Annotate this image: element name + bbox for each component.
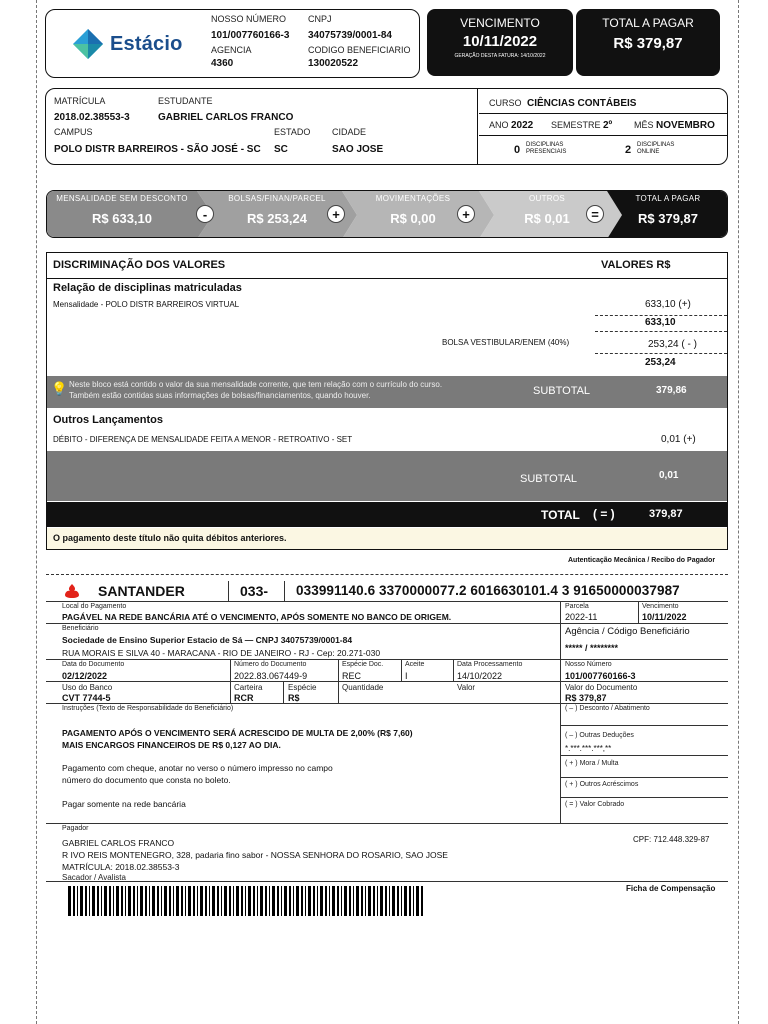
mora-label: ( + ) Mora / Multa [565, 760, 619, 767]
info-bulb-icon: 💡 [51, 381, 68, 396]
parcela-label: Parcela [565, 603, 589, 610]
cut-line-right [738, 0, 739, 1024]
summary-mov-label: MOVIMENTAÇÕES [375, 194, 451, 203]
summary-mensalidade [47, 191, 197, 237]
especie-value: R$ [288, 693, 300, 703]
data-processamento-label: Data Processamento [457, 661, 523, 668]
dash-2 [595, 331, 727, 332]
bolsa-label: BOLSA VESTIBULAR/ENEM (40%) [442, 338, 570, 347]
dash-1 [595, 315, 727, 316]
total-label: TOTAL A PAGAR [602, 16, 694, 30]
bank-code: 033- [240, 583, 269, 599]
mes-label: MÊS [634, 120, 654, 130]
mes-value: NOVEMBRO [656, 120, 715, 131]
valor-label: Valor [457, 683, 476, 692]
instrucoes-label: Instruções (Texto de Responsabilidade do Beneficiário) [62, 705, 234, 712]
student-right [479, 89, 727, 164]
summary-bar [46, 190, 728, 238]
summary-mov-value: R$ 0,00 [390, 211, 436, 226]
b-line-3 [46, 659, 728, 660]
deducoes-value: *.***.***.***,** [565, 744, 612, 753]
item-debito-value: 0,01 (+) [661, 434, 696, 445]
vencimento-date: 10/11/2022 [462, 33, 538, 50]
header-info-box [45, 9, 420, 78]
vencimento-b-label: Vencimento [642, 603, 679, 610]
vencimento-label: VENCIMENTO [460, 16, 540, 30]
carteira-value: RCR [234, 693, 254, 703]
beneficiario-address: RUA MORAIS E SILVA 40 - MARACANA - RIO DE JANEIRO - RJ - Cep: 20.271-030 [62, 648, 381, 658]
item-mensalidade-value: 633,10 (+) [645, 299, 691, 310]
bank-divider-2 [284, 581, 285, 601]
b-vline-right [560, 601, 561, 823]
section-outros: Outros Lançamentos [53, 414, 164, 426]
quantidade-label: Quantidade [342, 683, 384, 692]
total-band-value: 379,87 [649, 508, 683, 520]
b-vline-5 [283, 681, 284, 703]
summary-bolsas-value: R$ 253,24 [247, 211, 307, 226]
subtotal-1-value: 379,86 [656, 385, 687, 396]
cnpj-value: 34075739/0001-84 [308, 30, 392, 41]
especie-label: Espécie [288, 683, 317, 692]
linha-digitavel: 033991140.6 3370000077.2 6016630101.4 3 91650000037987 [296, 583, 680, 598]
disciplinas-online-label: DISCIPLINAS ONLINE [637, 142, 675, 155]
subtotal-2-label: SUBTOTAL [520, 473, 578, 485]
cobrado-label: ( = ) Valor Cobrado [565, 801, 625, 808]
disciplinas-presenciais-count: 0 [514, 144, 521, 156]
pagador-label: Pagador [62, 825, 89, 832]
cut-line-left [36, 0, 37, 1024]
disc-title-divider [47, 278, 727, 279]
total-value: R$ 379,87 [613, 35, 683, 52]
notice-text: O pagamento deste título não quita débitos anteriores. [53, 533, 287, 543]
item-mensalidade: Mensalidade - POLO DISTR BARREIROS VIRTUAL [53, 300, 240, 309]
agencia-codigo-label: Agência / Código Beneficiário [565, 626, 690, 637]
subtotal-1-label: SUBTOTAL [533, 385, 591, 397]
b-rline-1 [560, 725, 728, 726]
info-text-2: Também estão contidas suas informações de bolsas/financiamentos, quando houver. [69, 391, 371, 400]
semestre-value: 2º [603, 120, 613, 131]
curso-value: CIÊNCIAS CONTÁBEIS [527, 98, 637, 109]
barcode [68, 886, 426, 916]
sacador-label: Sacador / Avalista [62, 873, 126, 882]
pagador-address: R IVO REIS MONTENEGRO, 328, padaria fino sabor - NOSSA SENHORA DO ROSARIO, SAO JOSE [62, 850, 448, 860]
desconto-label: ( – ) Desconto / Abatimento [565, 705, 650, 712]
summary-outros-label: OUTROS [528, 194, 566, 203]
b-line-2 [46, 623, 728, 624]
item-debito: DÉBITO - DIFERENÇA DE MENSALIDADE FEITA A MENOR - RETROATIVO - SET [53, 435, 353, 444]
cut-dashes [46, 574, 728, 575]
bank-header [46, 581, 728, 601]
bank-name: SANTANDER [98, 583, 185, 599]
ficha-compensacao: Ficha de Compensação [626, 884, 716, 893]
subtotal-2-value: 0,01 [659, 470, 679, 481]
local-pagamento-value: PAGÁVEL NA REDE BANCÁRIA ATÉ O VENCIMENTO, APÓS SOMENTE NO BANCO DE ORIGEM. [62, 612, 452, 622]
agencia-value: 4360 [211, 58, 234, 69]
ano-value: 2022 [511, 120, 534, 131]
local-pagamento-label: Local do Pagamento [62, 603, 127, 610]
deducoes-label: ( – ) Outras Deduções [565, 732, 634, 739]
b-vline-parcela [638, 601, 639, 623]
b-line-7 [46, 881, 728, 882]
plus-operator-1: + [327, 205, 345, 223]
aceite-label: Aceite [405, 661, 425, 668]
autenticacao-label: Autenticação Mecânica / Recibo do Pagador [568, 557, 716, 564]
santander-flame-icon [64, 584, 80, 598]
summary-mensalidade-value: R$ 633,10 [92, 211, 152, 226]
cnpj-label: CNPJ [308, 14, 332, 24]
summary-bolsas-label: BOLSAS/FINAN/PARCEL [228, 194, 326, 203]
nosso-numero-b-value: 101/007760166-3 [565, 671, 636, 681]
plus-operator-2: + [457, 205, 475, 223]
campus-value: POLO DISTR BARREIROS - SÃO JOSÉ - SC [54, 144, 261, 155]
acrescimos-label: ( + ) Outros Acréscimos [565, 781, 639, 788]
student-left [46, 89, 478, 164]
instrucao-3: Pagamento com cheque, anotar no verso o número impresso no campo [62, 763, 333, 773]
info-text-1: Neste bloco está contido o valor da sua mensalidade corrente, que tem relação com o currículo do curso. [69, 380, 443, 389]
b-line-5 [46, 703, 728, 704]
disc-title: DISCRIMINAÇÃO DOS VALORES [53, 259, 226, 271]
b-rline-3 [560, 777, 728, 778]
b-line-1 [46, 601, 728, 602]
b-rline-2 [560, 755, 728, 756]
data-processamento-value: 14/10/2022 [457, 671, 503, 681]
aceite-value: I [405, 671, 408, 681]
bolsa-value: 253,24 ( - ) [648, 339, 697, 350]
summary-total-label: TOTAL A PAGAR [635, 194, 701, 203]
codigo-beneficiario-label: CODIGO BENEFICIARIO [308, 45, 411, 55]
estado-value: SC [274, 144, 288, 155]
pagador-matricula: MATRÍCULA: 2018.02.38553-3 [62, 862, 180, 872]
section-disciplinas: Relação de disciplinas matriculadas [53, 282, 242, 294]
b-vline-4 [453, 659, 454, 681]
total-band-sign: ( = ) [593, 507, 615, 521]
matricula-value: 2018.02.38553-3 [54, 112, 130, 123]
instrucao-2: MAIS ENCARGOS FINANCEIROS DE R$ 0,127 AO DIA. [62, 740, 281, 750]
b-line-4 [46, 681, 728, 682]
beneficiario-value: Sociedade de Ensino Superior Estacio de Sá — CNPJ 34075739/0001-84 [62, 635, 353, 645]
data-documento-value: 02/12/2022 [62, 671, 108, 681]
instrucao-1: PAGAMENTO APÓS O VENCIMENTO SERÁ ACRESCIDO DE MULTA DE 2,00% (R$ 7,60) [62, 728, 413, 738]
especie-doc-label: Espécie Doc. [342, 661, 384, 668]
student-box [45, 88, 728, 165]
curso-divider [479, 113, 727, 114]
dash-3 [595, 353, 727, 354]
estacio-logo [72, 28, 183, 60]
brand-name: Estácio [110, 32, 183, 55]
ano-divider [479, 135, 727, 136]
subtotal-band-2 [47, 451, 727, 501]
codigo-beneficiario-value: 130020522 [308, 58, 359, 69]
valor-documento-value: R$ 379,87 [565, 693, 607, 703]
numero-documento-value: 2022.83.067449-9 [234, 671, 308, 681]
summary-bolsas [212, 191, 342, 237]
estado-label: ESTADO [274, 127, 311, 137]
equals-operator: = [586, 205, 604, 223]
matricula-label: MATRÍCULA [54, 96, 106, 106]
notice-band [47, 528, 727, 549]
disciplinas-presenciais-label: DISCIPLINAS PRESENCIAIS [526, 142, 567, 155]
b-rline-4 [560, 797, 728, 798]
nosso-numero-value: 101/007760166-3 [211, 30, 290, 41]
nosso-numero-b-label: Nosso Número [565, 661, 612, 668]
campus-label: CAMPUS [54, 127, 93, 137]
numero-documento-label: Número do Documento [234, 661, 307, 668]
uso-banco-label: Uso do Banco [62, 683, 113, 692]
pagador-cpf: CPF: 712.448.329-87 [633, 835, 710, 844]
data-documento-label: Data do Documento [62, 661, 125, 668]
b-line-6 [46, 823, 728, 824]
pagador-name: GABRIEL CARLOS FRANCO [62, 838, 175, 848]
geracao-fatura: GERAÇÃO DESTA FATURA: 14/10/2022 [454, 53, 546, 59]
summary-mensalidade-label: MENSALIDADE SEM DESCONTO [56, 194, 188, 203]
semestre-label: SEMESTRE [551, 120, 601, 130]
estacio-logo-icon [72, 28, 104, 60]
estudante-label: ESTUDANTE [158, 96, 213, 106]
disciplinas-online-count: 2 [625, 144, 632, 156]
discrimination-table [46, 252, 728, 550]
vencimento-box [427, 9, 573, 76]
curso-label: CURSO [489, 98, 522, 108]
vencimento-b-value: 10/11/2022 [642, 612, 687, 622]
estudante-value: GABRIEL CARLOS FRANCO [158, 112, 294, 123]
parcela-value: 2022-11 [565, 612, 598, 622]
agencia-codigo-value: ***** / ******** [565, 643, 619, 653]
valor-documento-label: Valor do Documento [565, 683, 638, 692]
bank-divider-1 [228, 581, 229, 601]
carteira-label: Carteira [234, 683, 263, 692]
total-band-label: TOTAL [541, 508, 580, 522]
nosso-numero-label: NOSSO NÚMERO [211, 14, 287, 24]
ano-label: ANO [489, 120, 509, 130]
summary-total [607, 191, 728, 237]
subtotal-band-1 [47, 376, 727, 408]
total-band [47, 502, 727, 527]
especie-doc-value: REC [342, 671, 362, 681]
disc-values-header: VALORES R$ [601, 259, 671, 271]
agencia-label: AGENCIA [211, 45, 252, 55]
instrucao-5: Pagar somente na rede bancária [62, 799, 186, 809]
total-box [576, 9, 720, 76]
cidade-value: SAO JOSE [332, 144, 384, 155]
bolsa-subtotal: 253,24 [645, 357, 676, 368]
item-mensalidade-subtotal: 633,10 [645, 317, 676, 328]
minus-operator: - [196, 205, 214, 223]
cidade-label: CIDADE [332, 127, 367, 137]
beneficiario-label: Beneficiário [62, 625, 99, 632]
summary-total-value: R$ 379,87 [638, 211, 698, 226]
summary-outros-value: R$ 0,01 [524, 211, 570, 226]
b-vline-3 [401, 659, 402, 681]
instrucao-4: número do documento que consta no boleto. [62, 775, 231, 785]
uso-banco-value: CVT 7744-5 [62, 693, 111, 703]
